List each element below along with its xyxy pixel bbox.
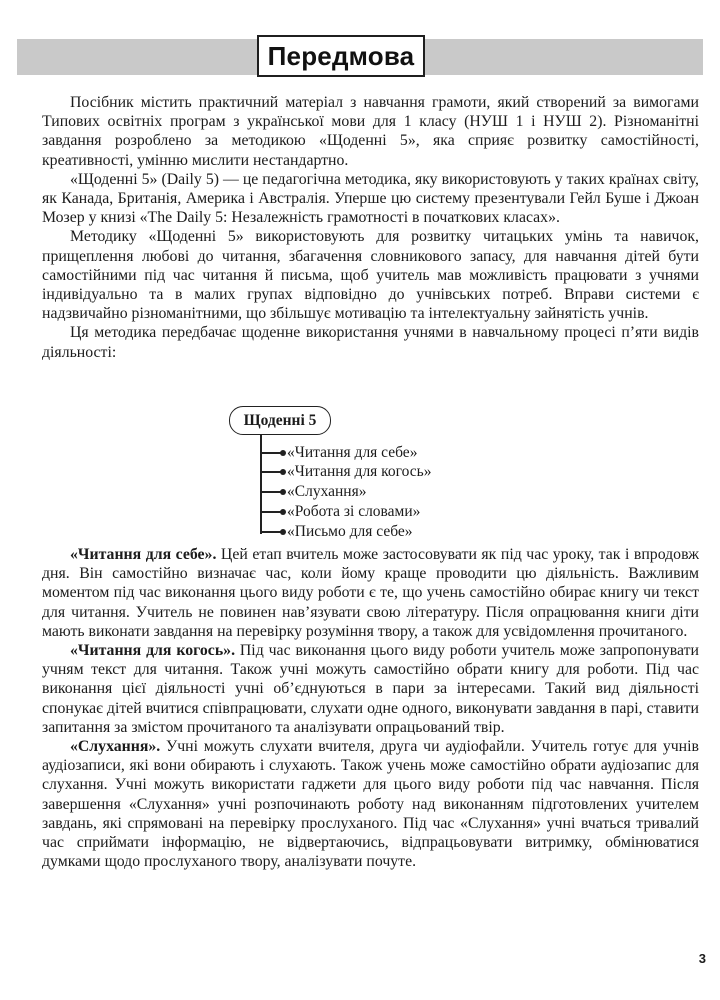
section-paragraph xyxy=(42,737,699,871)
diagram-item xyxy=(260,482,366,502)
section-paragraph xyxy=(42,545,699,641)
diagram-item xyxy=(260,462,431,482)
activities-text xyxy=(42,545,699,871)
section-term: «Читання для себе». xyxy=(70,546,217,563)
intro-paragraph-1: Посібник містить практичний матеріал з навчання грамоти, який створений за вимогами Типових освітніх програм з української мови для 1 класу (НУШ 1 і НУШ 2). Різноманітні завдання розроблено за методикою «Щоденні 5», яка сприяє розвитку самостійності, креативності, умінню мислити нестандартно. xyxy=(42,94,699,169)
diagram-branch-line xyxy=(260,471,282,473)
intro-paragraph-4: Ця методика передбачає щоденне використання учнями в навчальному процесі п’яти видів діяльності: xyxy=(42,324,699,361)
page-title: Передмова xyxy=(267,40,415,71)
page-number: 3 xyxy=(698,951,706,966)
section-body: Цей етап вчитель може застосовувати як під час уроку, так і впродовж дня. Він самостійно визначає час, коли йому краще проводити цю діяльність. Важливим моментом під час виконання цього виду роботи є те, що учень самостійно обирає книгу чи текст для читання. Учитель не повинен нав’язувати свою літературу. Після опрацювання книги діти мають виконати завдання на перевірку розуміння твору, а також для усвідомлення прочитаного. xyxy=(42,546,699,640)
page-title-box xyxy=(257,35,425,77)
diagram-item-label: «Письмо для себе» xyxy=(287,523,413,540)
section-paragraph xyxy=(42,641,699,737)
bullet-dot-icon xyxy=(280,509,286,515)
section-term: «Читання для когось». xyxy=(70,642,236,660)
intro-paragraph-3: Методику «Щоденні 5» використовують для розвитку читацьких умінь та навичок, прищеплення любові до читання, збагачення словникового запасу, для навчання дітей бути самостійними під час читання й письма, щоб учитель мав можливість працювати з учнями індивідуально та в малих групах відповідно до учнівських потреб. Вправи системи є надзвичайно різноманітними, що збільшує мотивацію та інтелектуальну зайнятість учнів. xyxy=(42,228,699,323)
section-body: Учні можуть слухати вчителя, друга чи аудіофайли. Учитель готує для учнів аудіозаписи, які вони обирають і слухають. Також учень може самостійно обрати аудіозапис для слухання. Учні можуть використати гаджети для цього виду роботи під час навчання. Після завершення «Слухання» учні розпочинають роботу над виконанням підготовлених учителем завдань, які спрямовані на перевірку прослуханого. Під час «Слухання» учні вчаться тривалий час сприймати інформацію, не відвертаючись, відпрацьовувати витримку, обмінюватися думками щодо прослуханого твору, аналізувати почуте. xyxy=(42,738,699,871)
intro-text xyxy=(42,93,699,362)
diagram-item xyxy=(260,443,417,463)
diagram-item-label: «Робота зі словами» xyxy=(287,503,421,520)
section-term: «Слухання». xyxy=(70,738,161,756)
bullet-dot-icon xyxy=(280,450,286,456)
diagram-branch-line xyxy=(260,511,282,513)
bullet-dot-icon xyxy=(280,489,286,495)
diagram-branch-line xyxy=(260,452,282,454)
diagram-item-label: «Слухання» xyxy=(287,483,367,500)
diagram-branch-line xyxy=(260,531,282,533)
diagram-item xyxy=(260,502,420,522)
diagram-branch-line xyxy=(260,491,282,493)
diagram-item xyxy=(260,522,413,542)
section-body: Під час виконання цього виду роботи учитель може запропонувати учням текст для читання. Також учні можуть самостійно обрати книгу для роботи. Під час виконання цієї діяльності учні об’єднуються в пари за інтересами. Такий вид діяльності спонукає дітей вчитися співпрацювати, слухати одне одного, виконувати завдання в парі, ставити запитання за змістом прочитаного та аналізувати опрацьований твір. xyxy=(42,642,699,736)
daily5-diagram xyxy=(229,406,489,546)
bullet-dot-icon xyxy=(280,529,286,535)
intro-paragraph-2: «Щоденні 5» (Daily 5) — це педагогічна методика, яку використовують у таких країнах світу, як Канада, Британія, Америка і Австралія. Уперше цю систему презентували Гейл Буше і Джоан Мозер у книзі «The Daily 5: Незалежність грамотності в початкових класах». xyxy=(42,170,699,227)
diagram-root: Щоденні 5 xyxy=(229,406,331,435)
diagram-item-label: «Читання для когось» xyxy=(287,463,432,480)
bullet-dot-icon xyxy=(280,469,286,475)
diagram-item-label: «Читання для себе» xyxy=(287,444,418,461)
